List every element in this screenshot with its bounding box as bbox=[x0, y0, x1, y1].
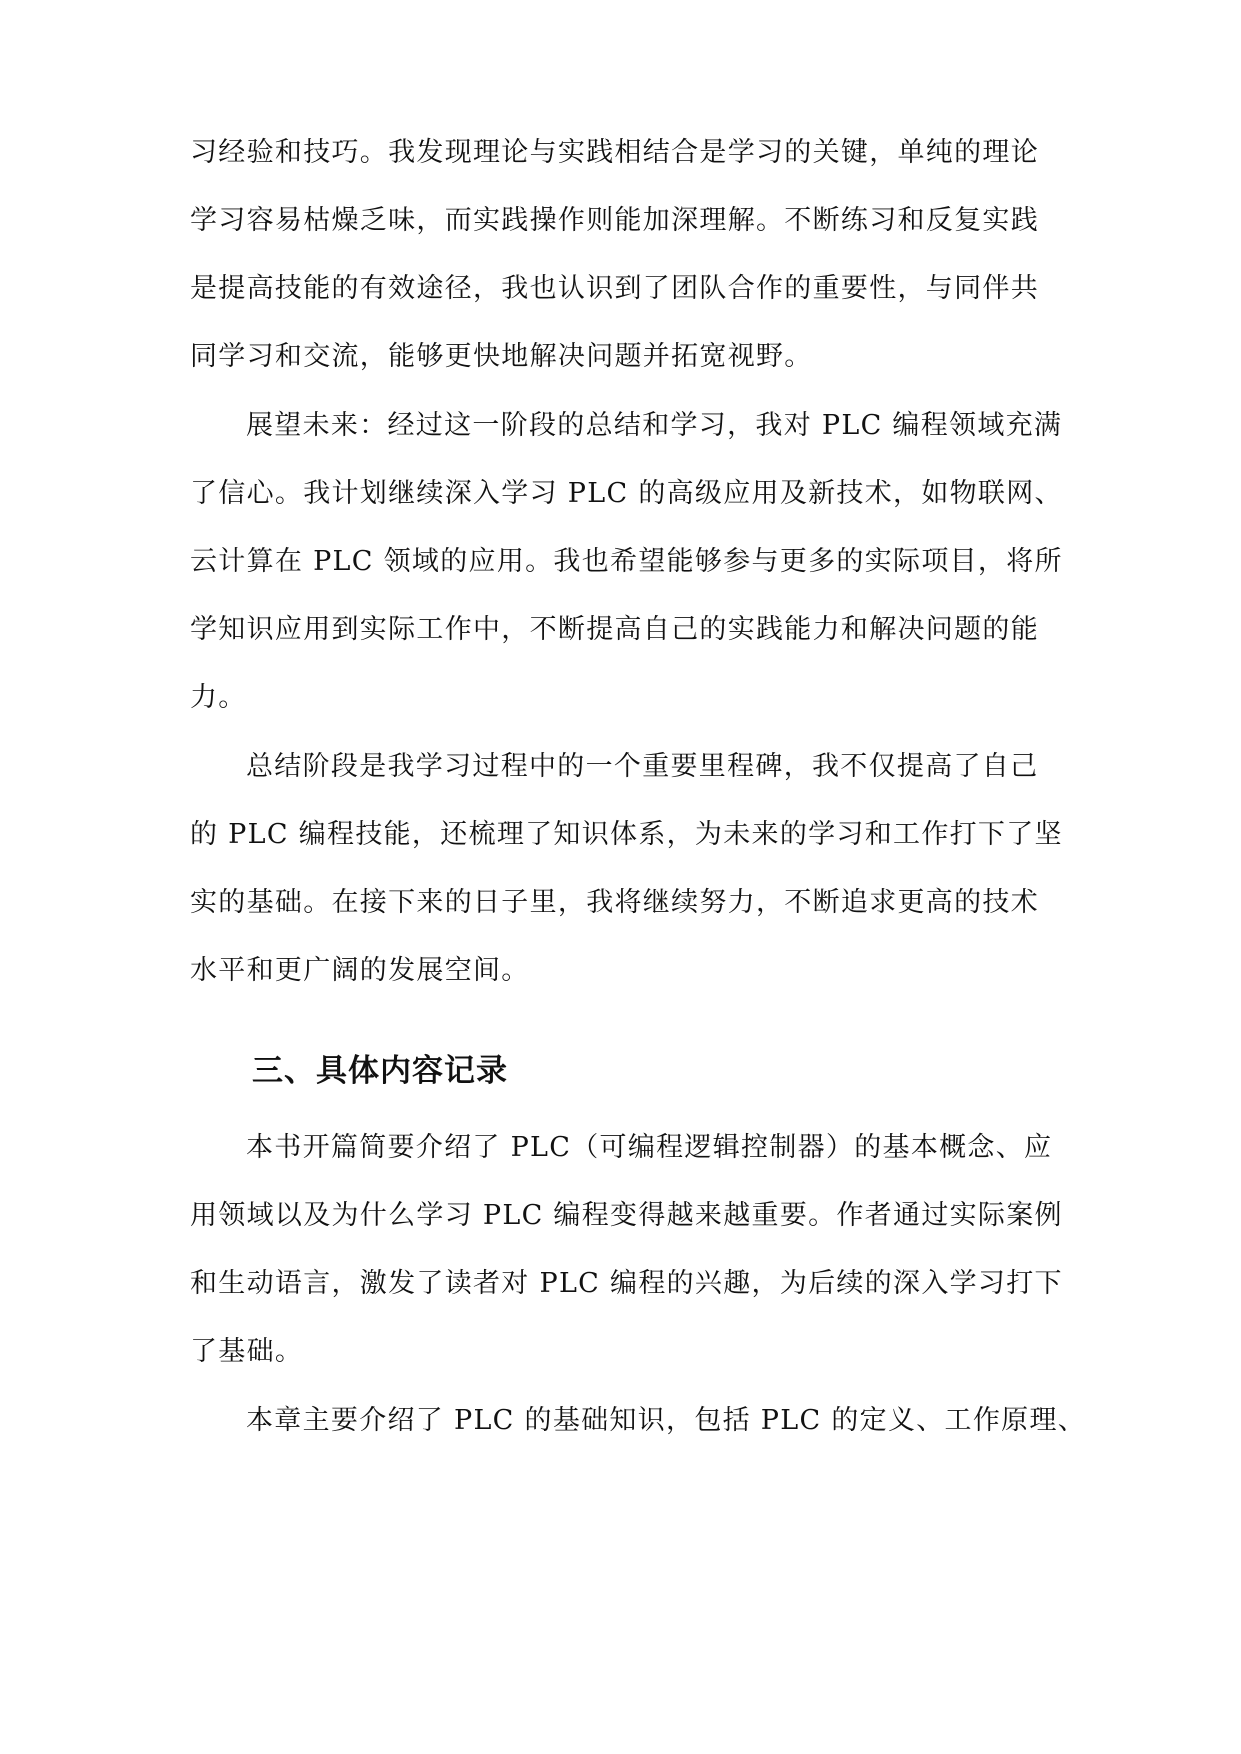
paragraph-3-line-2: 的 PLC 编程技能，还梳理了知识体系，为未来的学习和工作打下了坚 bbox=[190, 819, 1063, 850]
paragraph-2-line-4: 学知识应用到实际工作中，不断提高自己的实践能力和解决问题的能 bbox=[190, 614, 1039, 645]
paragraph-2-line-5: 力。 bbox=[190, 682, 247, 713]
paragraph-2-line-2: 了信心。我计划继续深入学习 PLC 的高级应用及新技术，如物联网、 bbox=[190, 478, 1063, 509]
paragraph-3-line-3: 实的基础。在接下来的日子里，我将继续努力，不断追求更高的技术 bbox=[190, 887, 1039, 918]
paragraph-1-line-2: 学习容易枯燥乏味，而实践操作则能加深理解。不断练习和反复实践 bbox=[190, 205, 1039, 236]
paragraph-1-line-4: 同学习和交流，能够更快地解决问题并拓宽视野。 bbox=[190, 341, 813, 372]
paragraph-4-line-2: 用领域以及为什么学习 PLC 编程变得越来越重要。作者通过实际案例 bbox=[190, 1200, 1063, 1231]
paragraph-5-line-1: 本章主要介绍了 PLC 的基础知识，包括 PLC 的定义、工作原理、 bbox=[246, 1405, 1087, 1436]
paragraph-2-line-3: 云计算在 PLC 领域的应用。我也希望能够参与更多的实际项目，将所 bbox=[190, 546, 1063, 577]
section-heading: 三、具体内容记录 bbox=[252, 1053, 508, 1089]
paragraph-2-line-1: 展望未来：经过这一阶段的总结和学习，我对 PLC 编程领域充满 bbox=[246, 410, 1063, 441]
paragraph-1-line-1: 习经验和技巧。我发现理论与实践相结合是学习的关键，单纯的理论 bbox=[190, 137, 1039, 168]
paragraph-4-line-4: 了基础。 bbox=[190, 1336, 304, 1367]
paragraph-3-line-4: 水平和更广阔的发展空间。 bbox=[190, 955, 530, 986]
paragraph-3-line-1: 总结阶段是我学习过程中的一个重要里程碑，我不仅提高了自己 bbox=[246, 751, 1039, 782]
paragraph-4-line-3: 和生动语言，激发了读者对 PLC 编程的兴趣，为后续的深入学习打下 bbox=[190, 1268, 1063, 1299]
paragraph-1-line-3: 是提高技能的有效途径，我也认识到了团队合作的重要性，与同伴共 bbox=[190, 273, 1039, 304]
paragraph-4-line-1: 本书开篇简要介绍了 PLC（可编程逻辑控制器）的基本概念、应 bbox=[246, 1132, 1053, 1163]
